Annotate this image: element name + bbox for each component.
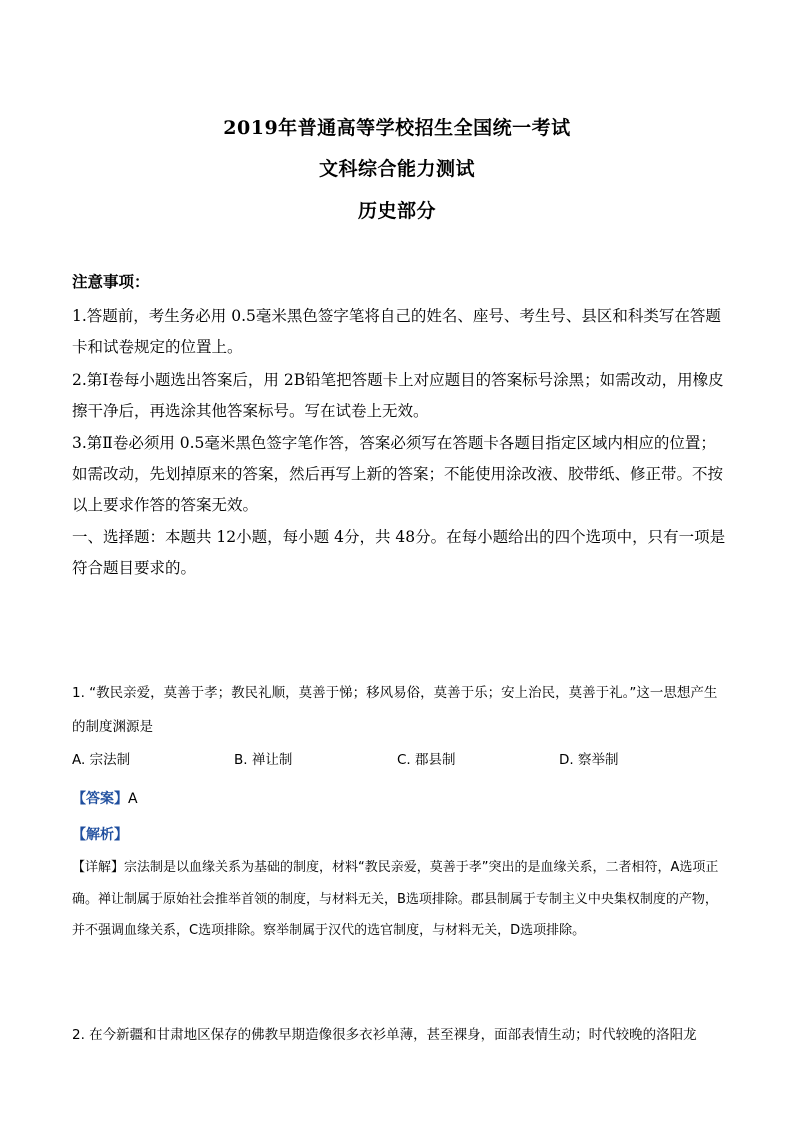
- exam-section-title: 历史部分: [357, 200, 436, 222]
- option-b: B. 禅让制: [234, 752, 293, 768]
- analysis-tag: 【解析】: [72, 827, 128, 843]
- detail-tag: 【详解】: [72, 860, 125, 875]
- notice-item-1: 1.答题前，考生务必用 0.5毫米黑色签字笔将自己的姓名、座号、考生号、县区和科类写在答题卡和试卷规定的位置上。: [72, 307, 721, 356]
- question-2-stem: 2. 在今新疆和甘肃地区保存的佛教早期造像很多衣衫单薄，甚至裸身，面部表情生动；时代较晚的洛阳龙: [72, 1027, 697, 1043]
- question-1-stem: 1. “教民亲爱，莫善于孝；教民礼顺，莫善于悌；移风易俗，莫善于乐；安上治民，莫善于礼。”这一思想产生的制度渊源是: [72, 685, 718, 735]
- question-1-options: [72, 748, 728, 770]
- answer-tag: 【答案】: [72, 791, 128, 807]
- option-a: A. 宗法制: [72, 752, 131, 768]
- exam-title: 2019年普通高等学校招生全国统一考试: [223, 117, 571, 139]
- option-d: D. 察举制: [559, 752, 619, 768]
- analysis-detail: [72, 852, 728, 947]
- option-c: C. 郡县制: [397, 752, 456, 768]
- exam-subtitle: 文科综合能力测试: [318, 158, 475, 180]
- notice-heading: 注意事项：: [72, 272, 150, 291]
- notice-item-3: 3.第Ⅱ卷必须用 0.5毫米黑色签字笔作答，答案必须写在答题卡各题目指定区域内相应的位置；如需改动，先划掉原来的答案，然后再写上新的答案；不能使用涂改液、胶带纸、修正带。不按以上要求作答的答案无效。: [72, 434, 724, 514]
- notice-item-2: 2.第Ⅰ卷每小题选出答案后，用 2B铅笔把答题卡上对应题目的答案标号涂黑；如需改动，用橡皮擦干净后，再选涂其他答案标号。写在试卷上无效。: [72, 371, 724, 420]
- answer-value: A: [128, 791, 138, 807]
- section-instructions: 一、选择题：本题共 12小题，每小题 4分，共 48分。在每小题给出的四个选项中，只有一项是符合题目要求的。: [72, 528, 726, 577]
- detail-text: 宗法制是以血缘关系为基础的制度，材料“教民亲爱，莫善于孝”突出的是血缘关系，二者相符，A选项正确。禅让制属于原始社会推举首领的制度，与材料无关，B选项排除。郡县制属于专制主义中央集权制度的产物，并不强调血缘关系，C选项排除。察举制属于汉代的选官制度，与材料无关，D选项排除。: [72, 860, 719, 938]
- answer-line: [72, 788, 138, 808]
- analysis-heading: [72, 824, 128, 844]
